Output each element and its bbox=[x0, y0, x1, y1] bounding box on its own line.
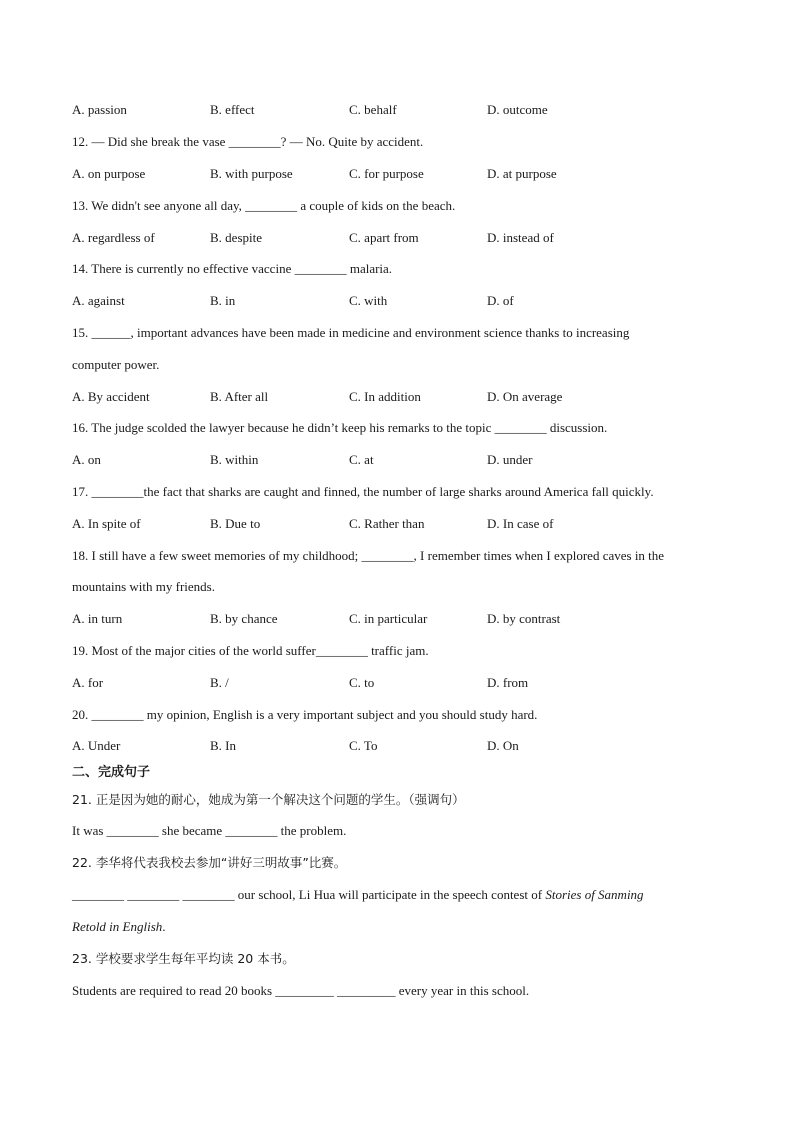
q20-option-b[interactable]: B. In bbox=[210, 738, 236, 753]
q14-option-a[interactable]: A. against bbox=[72, 293, 125, 308]
q12-option-b[interactable]: B. with purpose bbox=[210, 166, 293, 181]
q13-option-b[interactable]: B. despite bbox=[210, 230, 262, 245]
q17-option-c[interactable]: C. Rather than bbox=[349, 516, 425, 531]
q22-english-sentence-continued bbox=[72, 919, 166, 935]
q19-option-b[interactable]: B. / bbox=[210, 675, 229, 690]
q13-option-d[interactable]: D. instead of bbox=[487, 230, 554, 245]
q20-option-a[interactable]: A. Under bbox=[72, 738, 121, 753]
q16-option-c[interactable]: C. at bbox=[349, 452, 374, 467]
q20-option-c[interactable]: C. To bbox=[349, 738, 378, 753]
q15-option-b[interactable]: B. After all bbox=[210, 389, 269, 404]
q16-option-a[interactable]: A. on bbox=[72, 452, 101, 467]
q15-option-d[interactable]: D. On average bbox=[487, 389, 563, 404]
q12-option-a[interactable]: A. on purpose bbox=[72, 166, 146, 181]
q12-stem: 12. — Did she break the vase ________? — No. Quite by accident. bbox=[72, 134, 424, 149]
q19-option-d[interactable]: D. from bbox=[487, 675, 529, 690]
q18-stem-continued: mountains with my friends. bbox=[72, 579, 215, 594]
q20-option-d[interactable]: D. On bbox=[487, 738, 519, 753]
q20-stem: 20. ________ my opinion, English is a very important subject and you should study hard. bbox=[72, 707, 538, 722]
q13-option-c[interactable]: C. apart from bbox=[349, 230, 419, 245]
q15-stem-continued: computer power. bbox=[72, 357, 160, 372]
q22-english-sentence bbox=[72, 887, 644, 903]
q19-stem: 19. Most of the major cities of the world suffer________ traffic jam. bbox=[72, 643, 429, 658]
q22-english-text: ________ ________ ________ our school, Li Hua will participate in the speech contest of bbox=[72, 887, 546, 902]
q13-options bbox=[72, 230, 712, 246]
q17-option-a[interactable]: A. In spite of bbox=[72, 516, 141, 531]
q18-option-b[interactable]: B. by chance bbox=[210, 611, 278, 626]
q16-option-b[interactable]: B. within bbox=[210, 452, 259, 467]
q21-english-sentence: It was ________ she became ________ the problem. bbox=[72, 823, 347, 838]
q16-option-d[interactable]: D. under bbox=[487, 452, 533, 467]
q14-stem: 14. There is currently no effective vaccine ________ malaria. bbox=[72, 261, 393, 276]
q18-options bbox=[72, 611, 712, 627]
q15-option-c[interactable]: C. In addition bbox=[349, 389, 421, 404]
q12-options bbox=[72, 166, 712, 182]
q19-option-a[interactable]: A. for bbox=[72, 675, 104, 690]
q17-option-b[interactable]: B. Due to bbox=[210, 516, 261, 531]
q21-chinese-prompt: 21. 正是因为她的耐心，她成为第一个解决这个问题的学生。（强调句） bbox=[72, 792, 465, 807]
q22-contest-title-part1: Stories of Sanming bbox=[545, 887, 644, 902]
q16-options bbox=[72, 452, 712, 468]
q17-option-d[interactable]: D. In case of bbox=[487, 516, 554, 531]
q11-option-c[interactable]: C. behalf bbox=[349, 102, 397, 117]
q20-options bbox=[72, 738, 712, 754]
section2-heading: 二、完成句子 bbox=[72, 765, 151, 780]
q18-option-c[interactable]: C. in particular bbox=[349, 611, 428, 626]
q22-contest-title-part2: Retold in English bbox=[72, 919, 163, 934]
q18-option-a[interactable]: A. in turn bbox=[72, 611, 123, 626]
q13-option-a[interactable]: A. regardless of bbox=[72, 230, 155, 245]
q16-stem: 16. The judge scolded the lawyer because he didn’t keep his remarks to the topic ________ discussion. bbox=[72, 420, 608, 435]
q15-options bbox=[72, 389, 712, 405]
q14-options bbox=[72, 293, 712, 309]
q19-options bbox=[72, 675, 712, 691]
q18-option-d[interactable]: D. by contrast bbox=[487, 611, 561, 626]
q22-chinese-prompt: 22. 李华将代表我校去参加“讲好三明故事”比赛。 bbox=[72, 855, 347, 870]
q15-option-a[interactable]: A. By accident bbox=[72, 389, 150, 404]
q13-stem: 13. We didn't see anyone all day, ________ a couple of kids on the beach. bbox=[72, 198, 456, 213]
q15-stem: 15. ______, important advances have been made in medicine and environment science thanks to increasing bbox=[72, 325, 630, 340]
q22-period: . bbox=[162, 919, 166, 934]
q17-stem: 17. ________the fact that sharks are caught and finned, the number of large sharks around America fall quickly. bbox=[72, 484, 654, 499]
q18-stem: 18. I still have a few sweet memories of my childhood; ________, I remember times when I explored caves in the bbox=[72, 548, 665, 563]
q14-option-c[interactable]: C. with bbox=[349, 293, 388, 308]
q12-option-c[interactable]: C. for purpose bbox=[349, 166, 424, 181]
q17-options bbox=[72, 516, 712, 532]
q23-chinese-prompt: 23. 学校要求学生每年平均读 20 本书。 bbox=[72, 951, 295, 966]
q11-options bbox=[72, 102, 712, 118]
q14-option-b[interactable]: B. in bbox=[210, 293, 236, 308]
q11-option-d[interactable]: D. outcome bbox=[487, 102, 548, 117]
q11-option-a[interactable]: A. passion bbox=[72, 102, 127, 117]
q11-option-b[interactable]: B. effect bbox=[210, 102, 255, 117]
q14-option-d[interactable]: D. of bbox=[487, 293, 514, 308]
q19-option-c[interactable]: C. to bbox=[349, 675, 375, 690]
q23-english-sentence: Students are required to read 20 books _________ _________ every year in this school. bbox=[72, 983, 530, 998]
q12-option-d[interactable]: D. at purpose bbox=[487, 166, 557, 181]
